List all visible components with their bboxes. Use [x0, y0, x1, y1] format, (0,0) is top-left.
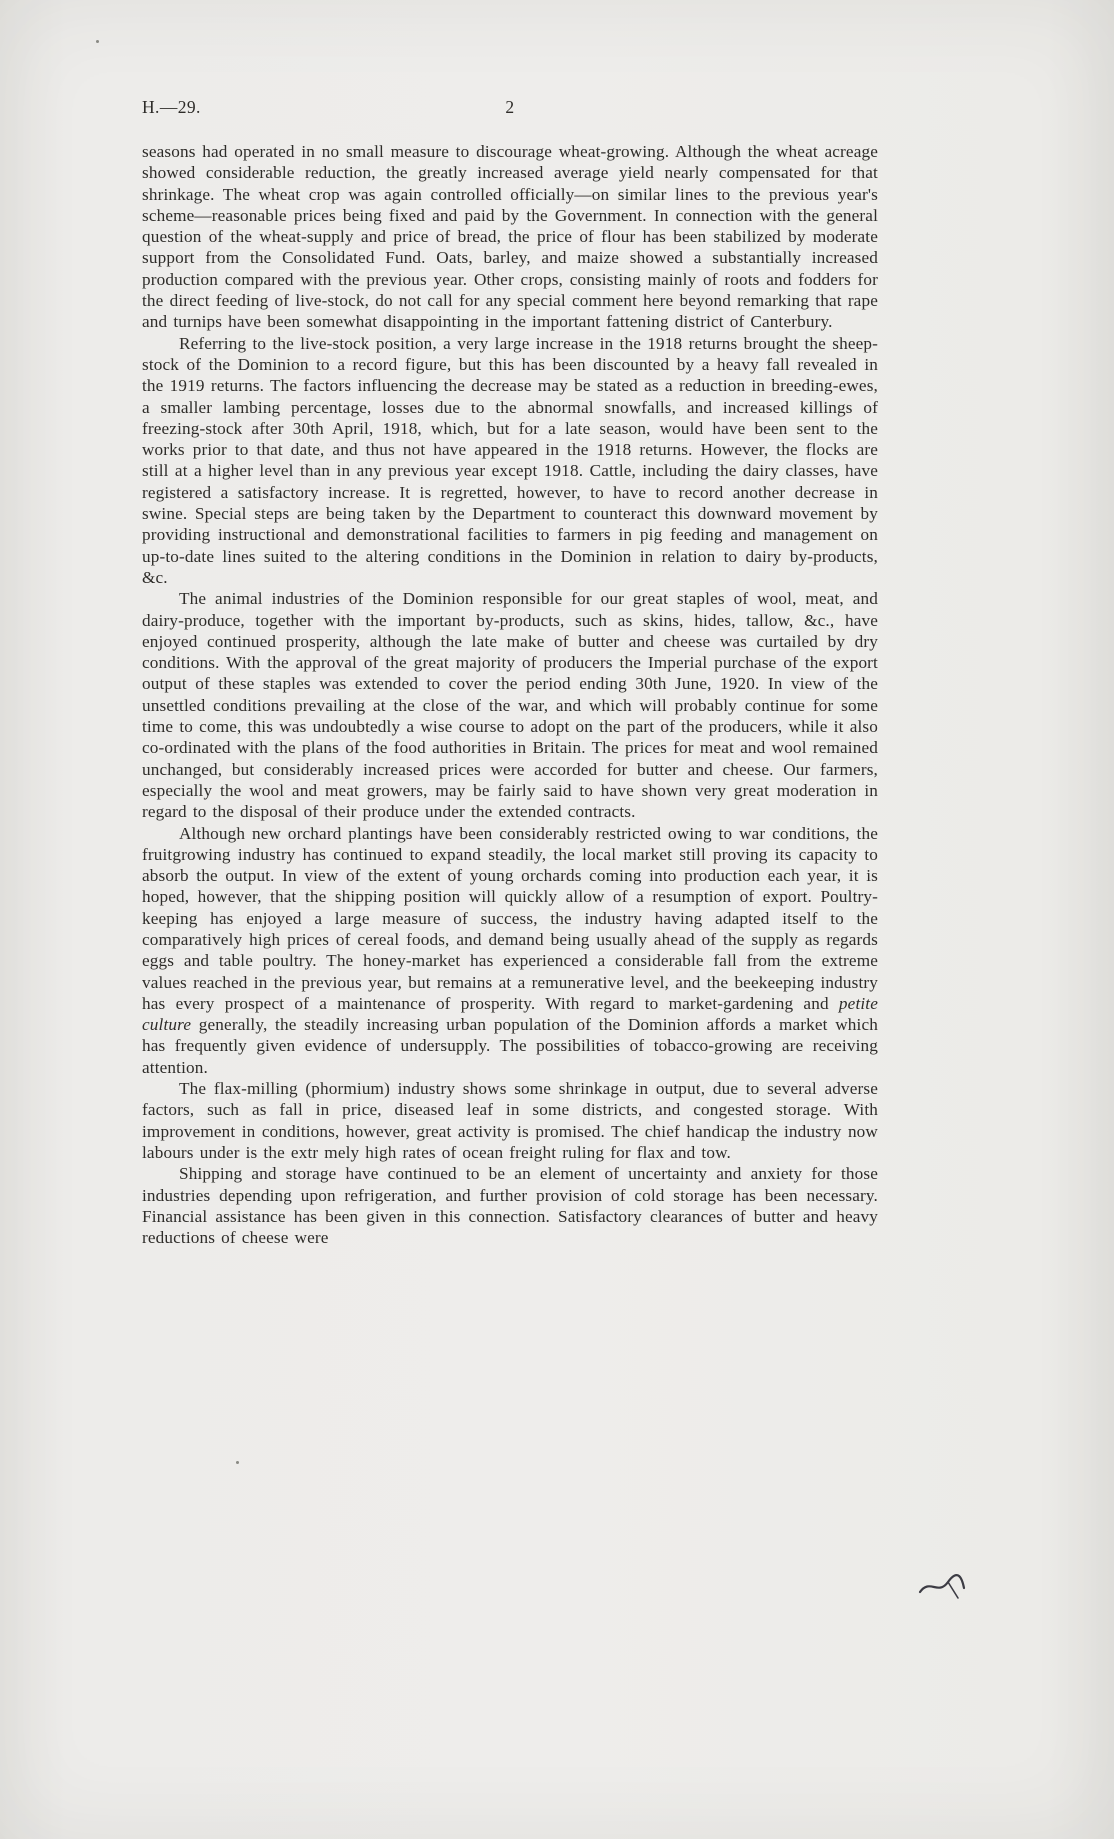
paragraph-orchards-text-continued: generally, the steadily increasing urban population of the Dominion affords a market which has frequently given evidence of undersupply. The possibilities of tobacco-growing are receiving attention.	[142, 1015, 878, 1077]
scan-speck	[236, 1461, 239, 1464]
paragraph-orchards-text: Although new orchard plantings have been considerably restricted owing to war conditions, the fruitgrowing industry has continued to expand steadily, the local market still proving its capacity to absorb the output. In view of the extent of young orchards coming into production each year, it is hoped, however, that the shipping position will quickly allow of a resumption of export. Poultry-keeping has enjoyed a large measure of success, the industry having adapted itself to the comparatively high prices of cereal foods, and demand being usually ahead of the supply as regards eggs and table poultry. The honey-market has experienced a considerable fall from the extreme values reached in the previous year, but remains at a remunerative level, and the beekeeping industry has every prospect of a maintenance of prosperity. With regard to market-gardening and	[142, 823, 878, 1013]
petite-culture-italic: petite culture	[142, 993, 878, 1035]
paragraph-orchards-poultry	[142, 823, 878, 1079]
scan-speck	[96, 40, 99, 43]
paragraph-shipping-storage: Shipping and storage have continued to be an element of uncertainty and anxiety for those industries depending upon refrigeration, and further provision of cold storage has been necessary. Financial assistance has been given in this connection. Satisfactory clearances of butter and heavy reductions of cheese were	[142, 1164, 878, 1248]
page-number: 2	[505, 97, 515, 117]
page-header	[142, 97, 878, 121]
body-text	[142, 141, 878, 1248]
paragraph-animal-industries: The animal industries of the Dominion responsible for our great staples of wool, meat, and dairy-produce, together with the important by-products, such as skins, hides, tallow, &c., have enjoyed continued prosperity, although the late make of butter and cheese was curtailed by dry conditions. With the approval of the great majority of producers the Imperial purchase of the export output of these staples was extended to cover the period ending 30th June, 1920. In view of the unsettled conditions prevailing at the close of the war, and which will probably continue for some time to come, this was undoubtedly a wise course to adopt on the part of the producers, while it also co-ordinated with the plans of the food authorities in Britain. The prices for meat and wool remained unchanged, but considerably increased prices were accorded for butter and cheese. Our farmers, especially the wool and meat growers, may be fairly said to have shown very great moderation in regard to the disposal of their produce under the extended contracts.	[142, 589, 878, 822]
paragraph-wheat-crops: seasons had operated in no small measure to discourage wheat-growing. Although the wheat acreage showed considerable reduction, the greatly increased average yield nearly compensated for that shrinkage. The wheat crop was again controlled officially—on similar lines to the previous year's scheme—reasonable prices being fixed and paid by the Government. In connection with the general question of the wheat-supply and price of bread, the price of flour has been stabilized by moderate support from the Consolidated Fund. Oats, barley, and maize showed a substantially increased production compared with the previous year. Other crops, consisting mainly of roots and fodders for the direct feeding of live-stock, do not call for any special comment here beyond remarking that rape and turnips have been somewhat disappointing in the important fattening district of Canterbury.	[142, 142, 878, 332]
pen-mark-artifact	[918, 1568, 966, 1604]
paragraph-flax-milling: The flax-milling (phormium) industry shows some shrinkage in output, due to several adverse factors, such as fall in price, diseased leaf in some districts, and congested storage. With improvement in conditions, however, great activity is promised. The chief handicap the industry now labours under is the extr mely high rates of ocean freight ruling for flax and tow.	[142, 1079, 878, 1162]
report-reference: H.—29.	[142, 97, 201, 117]
paragraph-livestock: Referring to the live-stock position, a very large increase in the 1918 returns brought the sheep-stock of the Dominion to a record figure, but this has been discounted by a heavy fall revealed in the 1919 returns. The factors influencing the decrease may be stated as a reduction in breeding-ewes, a smaller lambing percentage, losses due to the abnormal snowfalls, and increased killings of freezing-stock after 30th April, 1918, which, but for a late season, would have been sent to the works prior to that date, and thus not have appeared in the 1918 returns. However, the flocks are still at a higher level than in any previous year except 1918. Cattle, including the dairy classes, have registered a satisfactory increase. It is regretted, however, to have to record another decrease in swine. Special steps are being taken by the Department to counteract this downward movement by providing instructional and demonstrational facilities to farmers in pig feeding and management on up-to-date lines suited to the altering conditions in the Dominion in relation to dairy by-products, &c.	[142, 333, 878, 587]
